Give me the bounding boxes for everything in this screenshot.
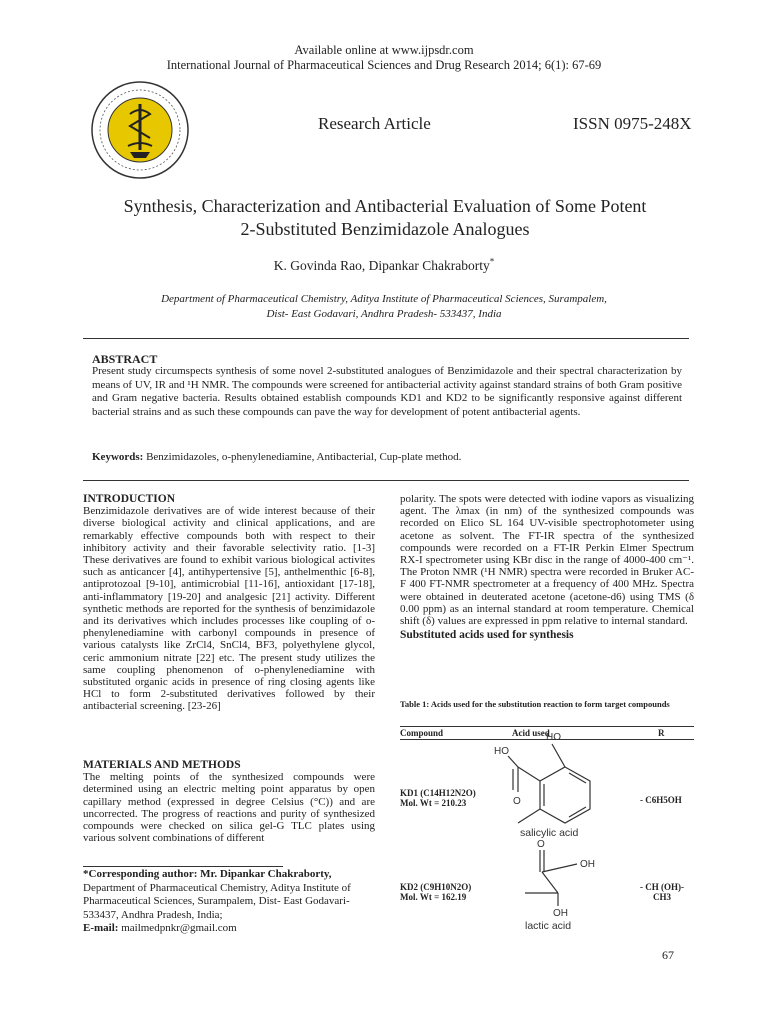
divider-top bbox=[83, 338, 689, 339]
table-header-compound: Compound bbox=[400, 728, 444, 738]
salicylic-acid-structure bbox=[480, 722, 630, 840]
label-o-lactic: O bbox=[537, 839, 545, 850]
table-caption: Table 1: Acids used for the substitution reaction to form target compounds bbox=[400, 699, 670, 709]
salicylic-acid-label: salicylic acid bbox=[520, 827, 579, 839]
paper-title bbox=[60, 195, 710, 241]
available-online: Available online at www.ijpsdr.com bbox=[294, 43, 474, 57]
keywords bbox=[92, 451, 682, 463]
journal-citation: International Journal of Pharmaceutical Sciences and Drug Research 2014; 6(1): 67-69 bbox=[166, 58, 602, 72]
title-line-1: Synthesis, Characterization and Antibacterial Evaluation of Some Potent bbox=[123, 196, 647, 216]
footnote-rule bbox=[83, 866, 283, 867]
issn: ISSN 0975-248X bbox=[573, 114, 692, 133]
acids-table bbox=[400, 700, 694, 940]
label-oh-acid: OH bbox=[580, 859, 595, 870]
table-header-r: R bbox=[658, 728, 665, 738]
footnote-label: *Corresponding author: Mr. Dipankar Chakraborty, bbox=[83, 868, 332, 880]
kd1-r-group: - C6H5OH bbox=[640, 795, 682, 805]
methods-section bbox=[83, 759, 375, 844]
affiliation-line-1: Department of Pharmaceutical Chemistry, Aditya Institute of Pharmaceutical Sciences, Surampalem, bbox=[161, 293, 607, 305]
kd1-mol-wt: Mol. Wt = 210.23 bbox=[400, 798, 467, 808]
label-oh-hydroxy: OH bbox=[553, 908, 568, 919]
kd2-r-group bbox=[640, 882, 684, 902]
corresponding-footnote bbox=[83, 868, 383, 936]
abstract-heading: ABSTRACT bbox=[92, 352, 158, 366]
page-number: 67 bbox=[662, 948, 674, 962]
title-line-2: 2-Substituted Benzimidazole Analogues bbox=[240, 219, 530, 239]
label-o: O bbox=[513, 796, 521, 807]
right-column-text bbox=[400, 493, 694, 641]
keywords-label: Keywords: bbox=[92, 451, 144, 463]
substituted-acids-heading: Substituted acids used for synthesis bbox=[400, 629, 574, 642]
affiliation bbox=[0, 292, 768, 322]
abstract-text: Present study circumspects synthesis of some novel 2-substituted analogues of Benzimidazole and their spectral characterization by means of UV, IR and ¹H NMR. The compounds were screened for antibacterial activity against standard strains of both Gram positive and Gram negative bacteria. Results obtained establish compounds KD1 and KD2 to be significantly responsive against different bacterial strains and as such these compounds can pave the way for development of potent antibacterial agents. bbox=[92, 365, 682, 418]
authors bbox=[0, 258, 768, 274]
kd1-formula: KD1 (C14H12N2O) bbox=[400, 788, 476, 798]
label-ho-side: HO bbox=[494, 746, 509, 757]
intro-text: Benzimidazole derivatives are of wide interest because of their diverse biological activity and clinical applications, and are remarkably effective compounds both with respect to their inhibitory activity and their favorable selectivity ratio. [1-3] These derivatives are found to exhibit various biological activites such as anticancer [4], antihypertensive [5], anthelmenthic [6-8], antiprotozoal [9-10], antimicrobial [11-16], antioxidant [17-18], anti-inflammatory [19-20] and analgesic [21] activity. Different synthetic methods are reported for the synthesis of benzimidazole and its derivatives which includes processes like coupling of o-phenylenediamine with carbonyl compounds in presence of various catalysts like ZrCl4, SnCl4, BF3, polyethylene glycol, ceric ammonium nitrate [22] etc. The present study utilizes the same coupling phenomenon of o-phenylenediamine with substituted organic acids in presence of ring closing agents like HCl to form 2-substituted derivatives followed by their antibacterial screening. [23-26] bbox=[83, 505, 375, 713]
divider-abstract bbox=[83, 480, 689, 481]
methods-continued: polarity. The spots were detected with iodine vapors as visualizing agent. The λmax (in nm) of the synthesized compounds was recorded on Elico SL 164 UV-visible spectrophotometer using acetone as solvent. The FT-IR spectra of the synthesized compounds were recorded on a FT-IR Perkin Elmer Spectrum RX-I spectrometer using KBr disc in the range of 4000-400 cm⁻¹. The Proton NMR (¹H NMR) spectra were recorded in Bruker AC-F 400 FT-NMR spectrometer at a frequency of 400 MHz. Spectra were obtained in deuterated acetone (acetone-d6) using TMS (δ 0.00 ppm) as an internal standard at room temperature. Chemical shift (δ) values are expressed in ppm relative to internal standard. bbox=[400, 493, 694, 628]
introduction-section bbox=[83, 493, 375, 713]
table-row bbox=[400, 882, 471, 902]
kd2-formula: KD2 (C9H10N2O) bbox=[400, 882, 472, 892]
affiliation-line-2: Dist- East Godavari, Andhra Pradesh- 533437, India bbox=[266, 308, 502, 320]
methods-heading: MATERIALS AND METHODS bbox=[83, 759, 241, 771]
lactic-acid-label: lactic acid bbox=[525, 920, 572, 932]
lactic-acid-structure bbox=[495, 836, 635, 934]
email-address: mailmedpnkr@gmail.com bbox=[118, 922, 237, 934]
table-header-acid: Acid used bbox=[512, 728, 550, 738]
kd2-mol-wt: Mol. Wt = 162.19 bbox=[400, 892, 467, 902]
kd2-r-line1: - CH (OH)- bbox=[640, 882, 684, 892]
footnote-affiliation: Department of Pharmaceutical Chemistry, Aditya Institute of Pharmaceutical Sciences, Surampalem, Dist- East Godavari-533437, Andhra Pradesh, India; bbox=[83, 881, 351, 921]
article-type: Research Article bbox=[318, 114, 431, 133]
methods-text: The melting points of the synthesized compounds were determined using an electric melting point apparatus by open capillary method (expressed in degree Celsius (°C)) and are uncorrected. The progress of reactions and purity of synthesized compounds were checked on silica gel-G TLC plates using various solvent combinations of different bbox=[83, 771, 375, 845]
kd2-r-line2: CH3 bbox=[653, 892, 671, 902]
table-row bbox=[400, 788, 476, 808]
label-ho-top: HO bbox=[546, 732, 561, 743]
author-names: K. Govinda Rao, Dipankar Chakraborty bbox=[273, 258, 490, 273]
journal-logo bbox=[90, 80, 190, 180]
keywords-text: Benzimidazoles, o-phenylenediamine, Antibacterial, Cup-plate method. bbox=[143, 451, 462, 463]
intro-heading: INTRODUCTION bbox=[83, 493, 176, 505]
email-label: E-mail: bbox=[83, 922, 119, 934]
corresponding-mark: * bbox=[489, 256, 495, 267]
